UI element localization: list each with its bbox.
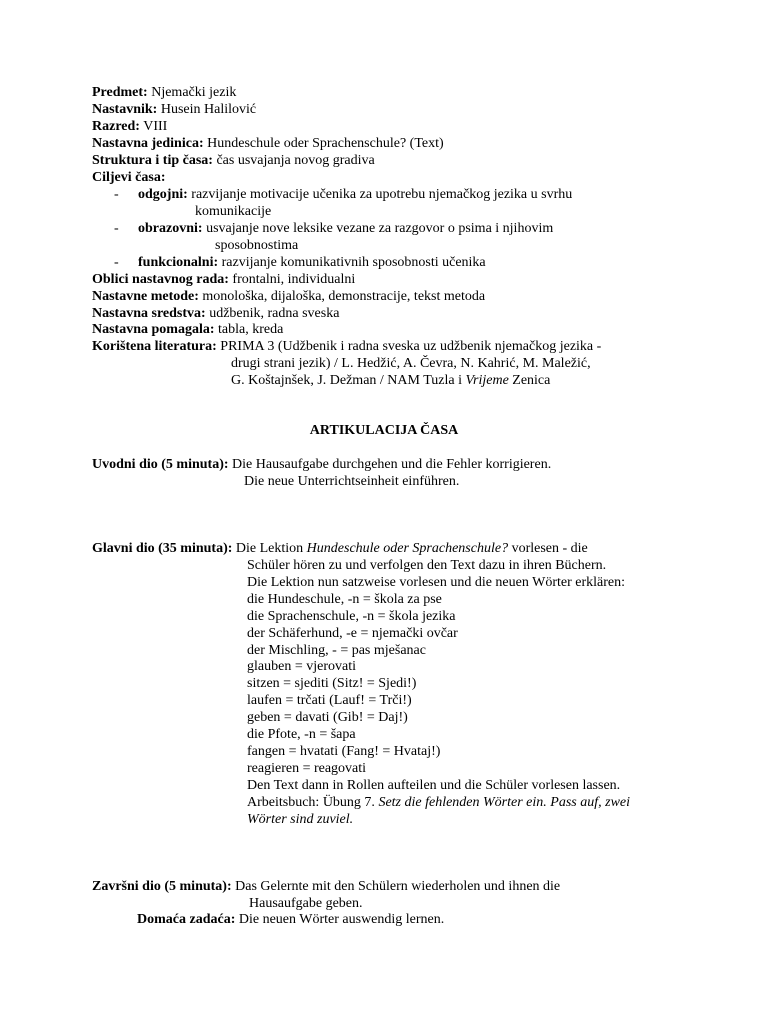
unit-line — [92, 136, 444, 153]
workbook-ref: Arbeitsbuch: Übung 7. — [247, 795, 379, 810]
vocab-item: der Schäferhund, -e = njemački ovčar — [247, 626, 458, 641]
vocab-item: reagieren = reagovati — [247, 761, 367, 776]
goal-odgojni-text: razvijanje motivacije učenika za upotrebu njemačkog jezika u svrhu — [191, 187, 573, 202]
intro-text: Die Hausaufgabe durchgehen und die Fehler korrigieren. — [232, 457, 552, 472]
main-item: Den Text dann in Rollen aufteilen und die Schüler vorlesen lassen. — [247, 778, 621, 793]
main-text: Die Lektion — [235, 541, 307, 556]
means-value: udžbenik, radna sveska — [209, 306, 340, 321]
vocab-item: die Sprachenschule, -n = škola jezika — [247, 609, 456, 624]
goal-obrazovni — [138, 221, 553, 238]
main-text-end: vorlesen - die — [508, 541, 588, 556]
unit-value: Hundeschule oder Sprachenschule? (Text) — [207, 136, 444, 151]
subject-label: Predmet: — [92, 85, 148, 100]
subject-line — [92, 85, 236, 102]
goal-obrazovni-text: usvajanje nove leksike vezane za razgovor o psima i njihovim — [206, 221, 554, 236]
vocab-item: sitzen = sjediti (Sitz! = Sjedi!) — [247, 676, 417, 691]
goal-obrazovni-label: obrazovni: — [138, 221, 203, 236]
final-cont: Hausaufgabe geben. — [249, 896, 363, 911]
final-line — [92, 879, 560, 896]
structure-label: Struktura i tip časa: — [92, 153, 213, 168]
literature-cont: drugi strani jezik) / L. Hedžić, A. Čevra, N. Kahrić, M. Maležić, — [231, 356, 591, 371]
aids-value: tabla, kreda — [218, 322, 284, 337]
vocab-item: die Hundeschule, -n = škola za pse — [247, 592, 442, 607]
structure-value: čas usvajanja novog gradiva — [216, 153, 375, 168]
final-text: Das Gelernte mit den Schülern wiederholen und ihnen die — [235, 879, 561, 894]
intro-cont: Die neue Unterrichtseinheit einführen. — [244, 474, 460, 489]
goal-funkcionalni — [138, 255, 486, 272]
teacher-value: Husein Halilović — [160, 102, 257, 117]
main-lesson-title: Hundeschule oder Sprachenschule? — [306, 541, 509, 556]
methods-value: monološka, dijaloška, demonstracije, tekst metoda — [202, 289, 486, 304]
teacher-label: Nastavnik: — [92, 102, 158, 117]
literature-authors: G. Koštajnšek, J. Dežman / NAM Tuzla i — [231, 373, 466, 388]
main-item: Die Lektion nun satzweise vorlesen und die neuen Wörter erklären: — [247, 575, 625, 590]
means-line — [92, 306, 339, 323]
vocab-item: fangen = hvatati (Fang! = Hvataj!) — [247, 744, 441, 759]
vocab-item: der Mischling, - = pas mješanac — [247, 643, 426, 658]
forms-line — [92, 272, 355, 289]
goal-funkcionalni-label: funkcionalni: — [138, 255, 219, 270]
intro-label: Uvodni dio (5 minuta): — [92, 457, 229, 472]
goal-funkcionalni-text: razvijanje komunikativnih sposobnosti učenika — [221, 255, 486, 270]
goals-label: Ciljevi časa: — [92, 170, 166, 185]
vocab-item: geben = davati (Gib! = Daj!) — [247, 710, 408, 725]
grade-value: VIII — [143, 119, 168, 134]
homework-label: Domaća zadaća: — [137, 912, 236, 927]
literature-city: Zenica — [508, 373, 551, 388]
literature-text: PRIMA 3 (Udžbenik i radna sveska uz udžbenik njemačkog jezika - — [220, 339, 602, 354]
goal-odgojni — [138, 187, 572, 204]
literature-line — [92, 339, 601, 356]
homework-line — [137, 912, 444, 929]
literature-cont-2 — [231, 373, 550, 390]
methods-line — [92, 289, 485, 306]
goal-dash: - — [114, 221, 119, 236]
workbook-line — [247, 795, 630, 812]
structure-line — [92, 153, 375, 170]
workbook-task: Setz die fehlenden Wörter ein. Pass auf, zwei — [378, 795, 631, 810]
forms-value: frontalni, individualni — [232, 272, 356, 287]
aids-label: Nastavna pomagala: — [92, 322, 215, 337]
main-label: Glavni dio (35 minuta): — [92, 541, 233, 556]
vocab-item: glauben = vjerovati — [247, 659, 356, 674]
forms-label: Oblici nastavnog rada: — [92, 272, 229, 287]
goal-obrazovni-cont: sposobnostima — [215, 238, 299, 253]
teacher-line — [92, 102, 256, 119]
goals-heading — [92, 170, 165, 187]
subject-value: Njemački jezik — [151, 85, 237, 100]
workbook-task-cont: Wörter sind zuviel. — [247, 812, 354, 827]
goal-dash: - — [114, 255, 119, 270]
literature-label: Korištena literatura: — [92, 339, 217, 354]
unit-label: Nastavna jedinica: — [92, 136, 204, 151]
means-label: Nastavna sredstva: — [92, 306, 206, 321]
workbook-cont — [247, 812, 353, 829]
homework-value: Die neuen Wörter auswendig lernen. — [238, 912, 445, 927]
intro-line — [92, 457, 551, 474]
goal-odgojni-cont: komunikacije — [195, 204, 272, 219]
literature-publisher-italic: Vrijeme — [465, 373, 509, 388]
section-title: ARTIKULACIJA ČASA — [309, 423, 459, 438]
final-label: Završni dio (5 minuta): — [92, 879, 232, 894]
main-line — [92, 541, 588, 558]
grade-label: Razred: — [92, 119, 140, 134]
vocab-item: laufen = trčati (Lauf! = Trči!) — [247, 693, 412, 708]
grade-line — [92, 119, 167, 136]
goal-dash: - — [114, 187, 119, 202]
vocab-item: die Pfote, -n = šapa — [247, 727, 356, 742]
main-item: Schüler hören zu und verfolgen den Text dazu in ihren Büchern. — [247, 558, 607, 573]
goal-odgojni-label: odgojni: — [138, 187, 188, 202]
methods-label: Nastavne metode: — [92, 289, 199, 304]
aids-line — [92, 322, 283, 339]
